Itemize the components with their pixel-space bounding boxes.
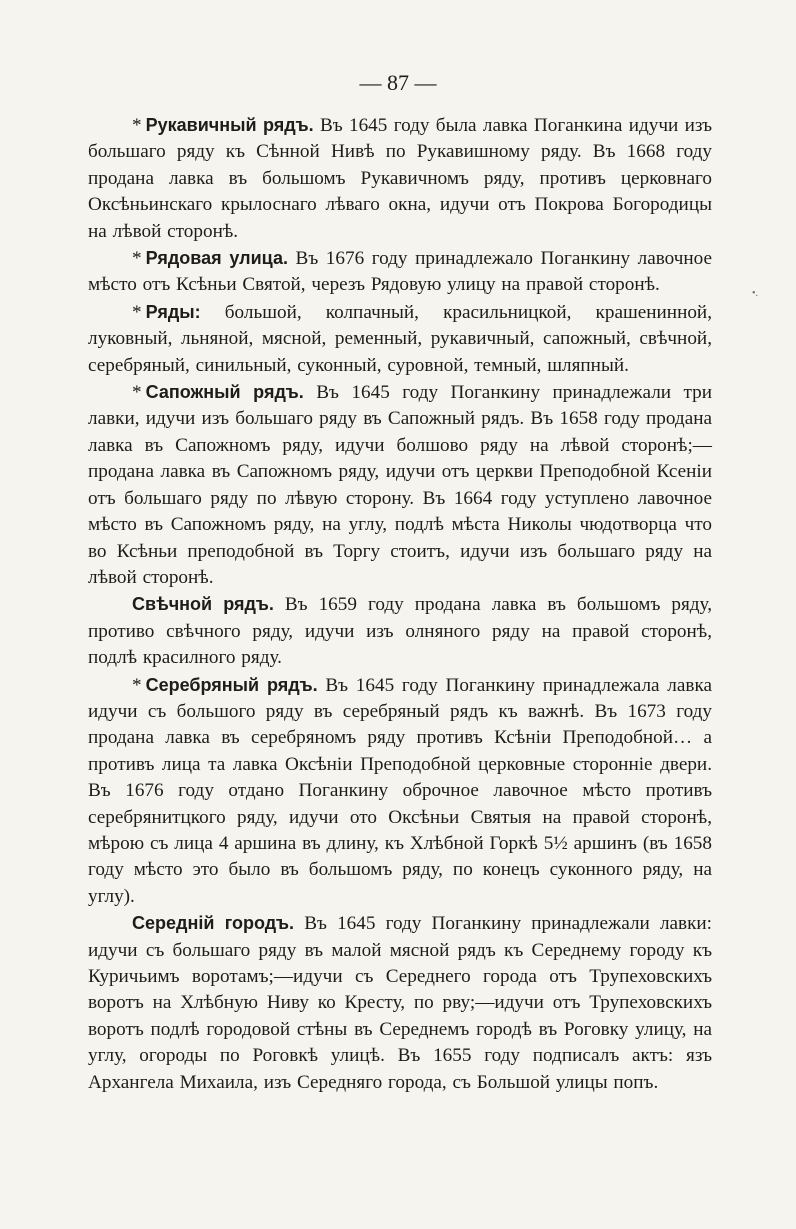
paragraph-sapozhny — [88, 379, 712, 591]
paragraph-text: Въ 1645 году была лавка Поганкина идучи изъ большаго ряду къ Сѣнной Нивѣ по Рукавишному ряду. Въ 1668 году продана лавка въ большомъ Рукавичномъ ряду, противъ церковнаго Оксѣньинскаго крылоснаго лѣваго окна, идучи отъ Покрова Богородицы на лѣвой сторонѣ. — [88, 115, 713, 242]
heading-sapozhny: Сапожный рядъ. — [145, 382, 304, 403]
paragraph-text: Въ 1659 году продана лавка въ большомъ ряду, противо свѣчного ряду, идучи изъ олняного ряду на правой сторонѣ, подлѣ красилного ряду. — [88, 594, 713, 669]
heading-svechnoy: Свѣчной рядъ. — [132, 594, 274, 615]
asterisk-mark: * — [132, 382, 142, 404]
page-number: — 87 — — [359, 70, 437, 95]
paragraph-text: Въ 1645 году Поганкину принадлежали три лавки, идучи изъ большаго ряду въ Сапожный рядъ. Въ 1658 году продана лавка въ Сапожномъ ряду, идучи болшово ряду на лѣвой сторонѣ;— продана лавка въ Сапожномъ ряду, идучи отъ церкви Преподобной Ксеніи отъ большаго ряду по лѣвую сторону. Въ 1664 году уступлено лавочное мѣсто въ Сапожномъ ряду, на углу, подлѣ мѣста Николы чюдотворца что во Ксѣньи преподобной въ Торгу стоитъ, идучи изъ большаго ряду на лѣвой сторонѣ. — [88, 382, 712, 588]
heading-rukavichny: Рукавичный рядъ. — [145, 115, 314, 135]
paragraph-rukavichny — [88, 112, 712, 245]
paragraph-ryady — [88, 299, 712, 379]
asterisk-mark: * — [132, 301, 142, 323]
paragraph-text: Въ 1645 году Поганкину принадлежали лавки: идучи съ большаго ряду въ малой мясной рядъ къ Середнему городу къ Куричьимъ воротамъ;—идучи съ Середнего города отъ Трупеховскихъ воротъ на Хлѣбную Ниву ко Кресту, по рву;—идучи отъ Трупеховскихъ воротъ подлѣ городовой стѣны въ Середнемъ городѣ въ Роговку улицу, на углу, огороды по Роговкѣ улицѣ. Въ 1655 году подписалъ актъ: язъ Архангела Михаила, изъ Середняго города, съ Большой улицы попъ. — [88, 913, 713, 1093]
paragraph-ryadovaya — [88, 245, 712, 299]
paragraph-text: Въ 1676 году принадлежало Поганкину лавочное мѣсто отъ Ксѣньи Святой, черезъ Рядовую улицу на правой сторонѣ. — [88, 248, 713, 296]
heading-sredny-gorod: Середній городъ. — [132, 913, 295, 934]
asterisk-mark: * — [132, 248, 142, 270]
asterisk-mark: * — [132, 115, 142, 136]
heading-ryady: Ряды: — [145, 301, 201, 322]
heading-ryadovaya: Рядовая улица. — [145, 248, 288, 269]
asterisk-mark: * — [132, 674, 142, 696]
paragraph-serebryany — [88, 672, 712, 911]
margin-speck: •. — [752, 288, 759, 299]
heading-serebryany: Серебряный рядъ. — [145, 674, 318, 695]
page-text — [88, 112, 712, 1096]
paragraph-svechnoy — [88, 591, 712, 671]
paragraph-text: Въ 1645 году Поганкину принадлежала лавка идучи съ большого ряду въ серебряный рядъ къ важнѣ. Въ 1673 году продана лавка въ серебряномъ ряду противъ Ксѣніи Преподобной… а противъ лица та лавка Оксѣніи Преподобной церковные сторонніе двери. Въ 1676 году отдано Поганкину оброчное лавочное мѣсто противъ серебрянитцкого ряду, идучи ото Оксѣньи Святыя на правой сторонѣ, мѣрою съ лица 4 аршина въ длину, къ Хлѣбной Горкѣ 5½ аршинъ (въ 1658 году мѣсто это было въ большомъ ряду, по конецъ суконного ряду, на углу). — [88, 674, 713, 907]
paragraph-text: большой, колпачный, красильницкой, крашенинной, луковный, льняной, мясной, ременный, рукавичный, сапожный, свѣчной, серебряный, синильный, суконный, суровной, темный, шляпный. — [88, 301, 712, 376]
paragraph-sredny-gorod — [88, 910, 712, 1096]
